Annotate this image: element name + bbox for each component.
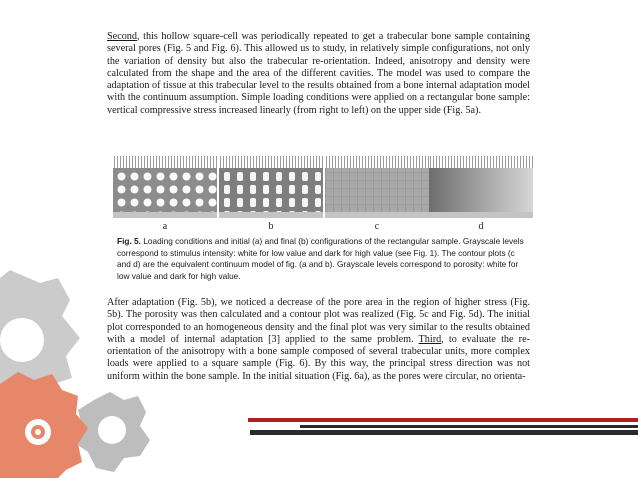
figure-label-d: d xyxy=(478,221,484,232)
figure-panel-a xyxy=(113,156,217,218)
accent-bars xyxy=(248,418,638,435)
figure-5 xyxy=(107,156,530,234)
paragraph-1-text: , this hollow square-cell was periodically repeated to get a trabecular bone sample containing several pores (Fig. 5 and Fig. 6). This allowed us to study, in relatively simple configurations, not only the variation of density but also the trabecular re-orientation. Indeed, anisotropy and density were calculated from the shape and the area of the different cavities. The model was used to compare the adaptation of tissue at this trabecular level to the results obtained from a bone internal adaptation model with the continuum assumption. Simple loading conditions were applied on a rectangular bone sample: vertical compressive stress increased linearly (from right to left) on the upper side (Fig. 5a). xyxy=(107,31,530,116)
figure-label-a: a xyxy=(162,221,168,232)
caption-text: Loading conditions and initial (a) and final (b) configurations of the rectangular sample. Grayscale levels correspond to stimulus intensity: white for low value and dark for high value (see Fig. 1). The contour plots (c and d) are the equivalent continuum model of fig. (a and b). Grayscale levels correspond to porosity: white for low value and dark for high value. xyxy=(117,236,524,281)
paragraph-2 xyxy=(107,297,530,383)
figure-label-b: b xyxy=(268,221,274,232)
figure-panel-c xyxy=(325,156,429,218)
paragraph-2-text-b: , to evaluate the re-orientation of the anisotropy with a bone sample composed of several trabecular units, more complex loads were applied to a square sample (Fig. 6). By this way, the principal stress direction was not uniform within the bone sample. In the initial situation (Fig. 6a), as the pores were circular, no orienta- xyxy=(107,333,530,382)
figure-panel-d xyxy=(429,156,533,218)
gray-gear-icon xyxy=(0,270,80,402)
paragraph-2-underlined: Third xyxy=(418,333,442,345)
figure-label-c: c xyxy=(374,221,380,232)
paragraph-1-lead: Second xyxy=(107,31,137,42)
small-gray-gear-icon xyxy=(76,392,150,472)
figure-caption xyxy=(117,236,525,282)
paragraph-2-text-a: After adaptation (Fig. 5b), we noticed a decrease of the pore area in the region of higher stress (Fig. 5b). The porosity was then calculated and a contour plot was realized (Fig. 5c and Fig. 5d). The initial plot corresponded to an homogeneous density and the final plot was very similar to the results obtained with a model of internal adaptation [3] applied to the same problem. xyxy=(107,297,530,345)
paragraph-1 xyxy=(107,31,530,117)
orange-gear-icon xyxy=(0,372,88,478)
figure-panel-b xyxy=(219,156,323,218)
caption-label: Fig. 5. xyxy=(117,236,141,246)
